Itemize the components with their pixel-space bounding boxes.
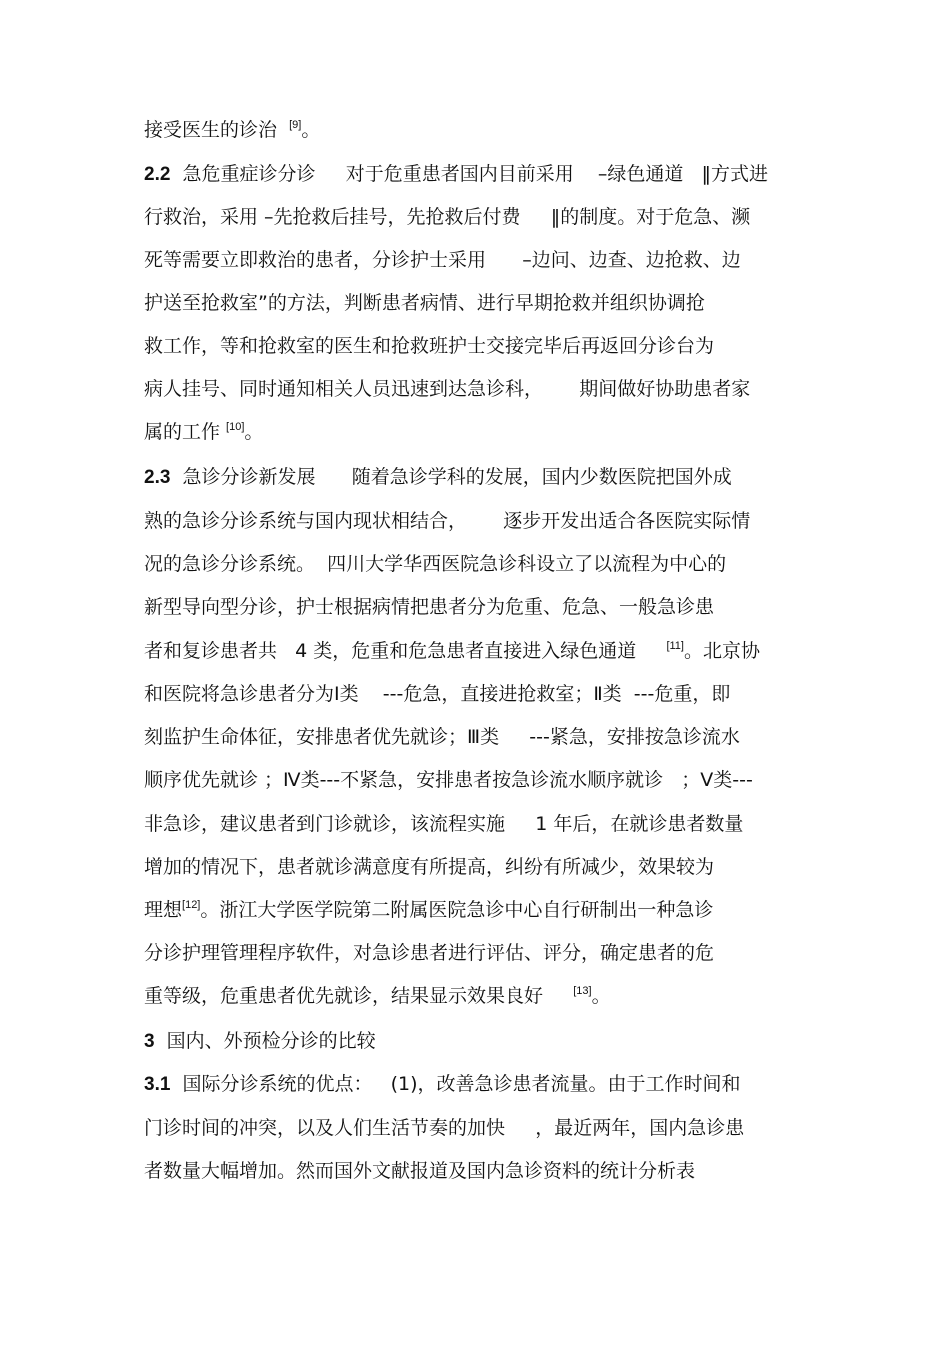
text-line	[144, 1159, 695, 1183]
section-number: 3.1	[144, 1074, 171, 1095]
text-segment: 国内、外预检分诊的比较	[154, 1030, 376, 1052]
text-line	[144, 725, 740, 749]
text-segment: 。浙江大学医学院第二附属医院急诊中心自行研制出一种急诊	[200, 899, 714, 921]
text-line	[144, 898, 713, 922]
text-segment: 。	[244, 421, 264, 443]
text-segment: 刻监护生命体征，安排患者优先就诊；Ⅲ类 ---紧急，安排按急诊流水	[144, 726, 740, 748]
text-segment: 顺序优先就诊 ；Ⅳ类---不紧急，安排患者按急诊流水顺序就诊 ；Ⅴ类---	[144, 769, 753, 791]
text-line	[144, 118, 320, 142]
text-segment: 熟的急诊分诊系统与国内现状相结合， 逐步开发出适合各医院实际情	[144, 510, 751, 532]
text-line	[144, 639, 760, 663]
text-segment: 急诊分诊新发展 随着急诊学科的发展，国内少数医院把国外成	[170, 466, 732, 488]
text-segment: 况的急诊分诊系统。 四川大学华西医院急诊科设立了以流程为中心的	[144, 553, 727, 575]
text-segment: 国际分诊系统的优点： (1)，改善急诊患者流量。由于工作时间和	[170, 1073, 741, 1095]
text-segment: 理想	[144, 899, 183, 921]
text-line	[144, 1029, 376, 1054]
text-line	[144, 291, 705, 315]
text-segment: 死等需要立即救治的患者，分诊护士采用 –边问、边查、边抢救、边	[144, 249, 741, 271]
text-segment: 分诊护理管理程序软件，对急诊患者进行评估、评分，确定患者的危	[144, 942, 715, 964]
text-segment: 者数量大幅增加。然而国外文献报道及国内急诊资料的统计分析表	[144, 1160, 696, 1182]
citation-reference: [9]	[289, 119, 302, 131]
text-line	[144, 1072, 741, 1097]
text-line	[144, 509, 750, 533]
text-segment: 者和复诊患者共 4 类，危重和危急患者直接进入绿色通道	[144, 640, 667, 662]
text-line	[144, 205, 750, 229]
text-line	[144, 162, 768, 187]
text-segment: 接受医生的诊治	[144, 119, 290, 141]
citation-reference: [11]	[666, 640, 684, 652]
text-line	[144, 377, 750, 401]
text-segment: 救工作，等和抢救室的医生和抢救班护士交接完毕后再返回分诊台为	[144, 335, 715, 357]
text-line	[144, 941, 714, 965]
text-line	[144, 334, 714, 358]
text-line	[144, 465, 732, 490]
text-segment: 护送至抢救室”的方法，判断患者病情、进行早期抢救并组织协调抢	[144, 292, 705, 314]
text-segment: 和医院将急诊患者分为Ⅰ类 ---危急，直接进抢救室；Ⅱ类 ---危重，即	[144, 683, 731, 705]
citation-reference: [13]	[573, 985, 592, 997]
text-line	[144, 768, 753, 792]
text-segment: 重等级，危重患者优先就诊，结果显示效果良好	[144, 985, 574, 1007]
text-line	[144, 420, 263, 444]
text-line	[144, 855, 714, 879]
citation-reference: [12]	[182, 899, 201, 911]
text-line	[144, 552, 726, 576]
text-segment: 急危重症诊分诊 对于危重患者国内目前采用 –绿色通道 ‖方式进	[170, 163, 768, 185]
text-line	[144, 812, 743, 836]
text-segment: 。	[591, 985, 611, 1007]
text-segment: 。北京协	[683, 640, 760, 662]
section-number: 2.2	[144, 164, 171, 185]
text-line	[144, 984, 611, 1008]
text-segment: 属的工作	[144, 421, 227, 443]
text-line	[144, 248, 741, 272]
text-line	[144, 1116, 744, 1140]
section-number: 3	[144, 1031, 155, 1052]
text-line	[144, 682, 730, 706]
citation-reference: [10]	[226, 421, 245, 433]
text-segment: 门诊时间的冲突，以及人们生活节奏的加快 ，最近两年，国内急诊患	[144, 1117, 745, 1139]
text-segment: 非急诊，建议患者到门诊就诊，该流程实施 1 年后，在就诊患者数量	[144, 813, 744, 835]
text-segment: 行救治，采用 –先抢救后挂号，先抢救后付费 ‖的制度。对于危急、濒	[144, 206, 751, 228]
text-segment: 。	[301, 119, 321, 141]
section-number: 2.3	[144, 467, 171, 488]
text-segment: 新型导向型分诊，护士根据病情把患者分为危重、危急、一般急诊患	[144, 596, 715, 618]
text-segment: 病人挂号、同时通知相关人员迅速到达急诊科， 期间做好协助患者家	[144, 378, 751, 400]
text-segment: 增加的情况下，患者就诊满意度有所提高，纠纷有所减少，效果较为	[144, 856, 715, 878]
text-line	[144, 595, 714, 619]
